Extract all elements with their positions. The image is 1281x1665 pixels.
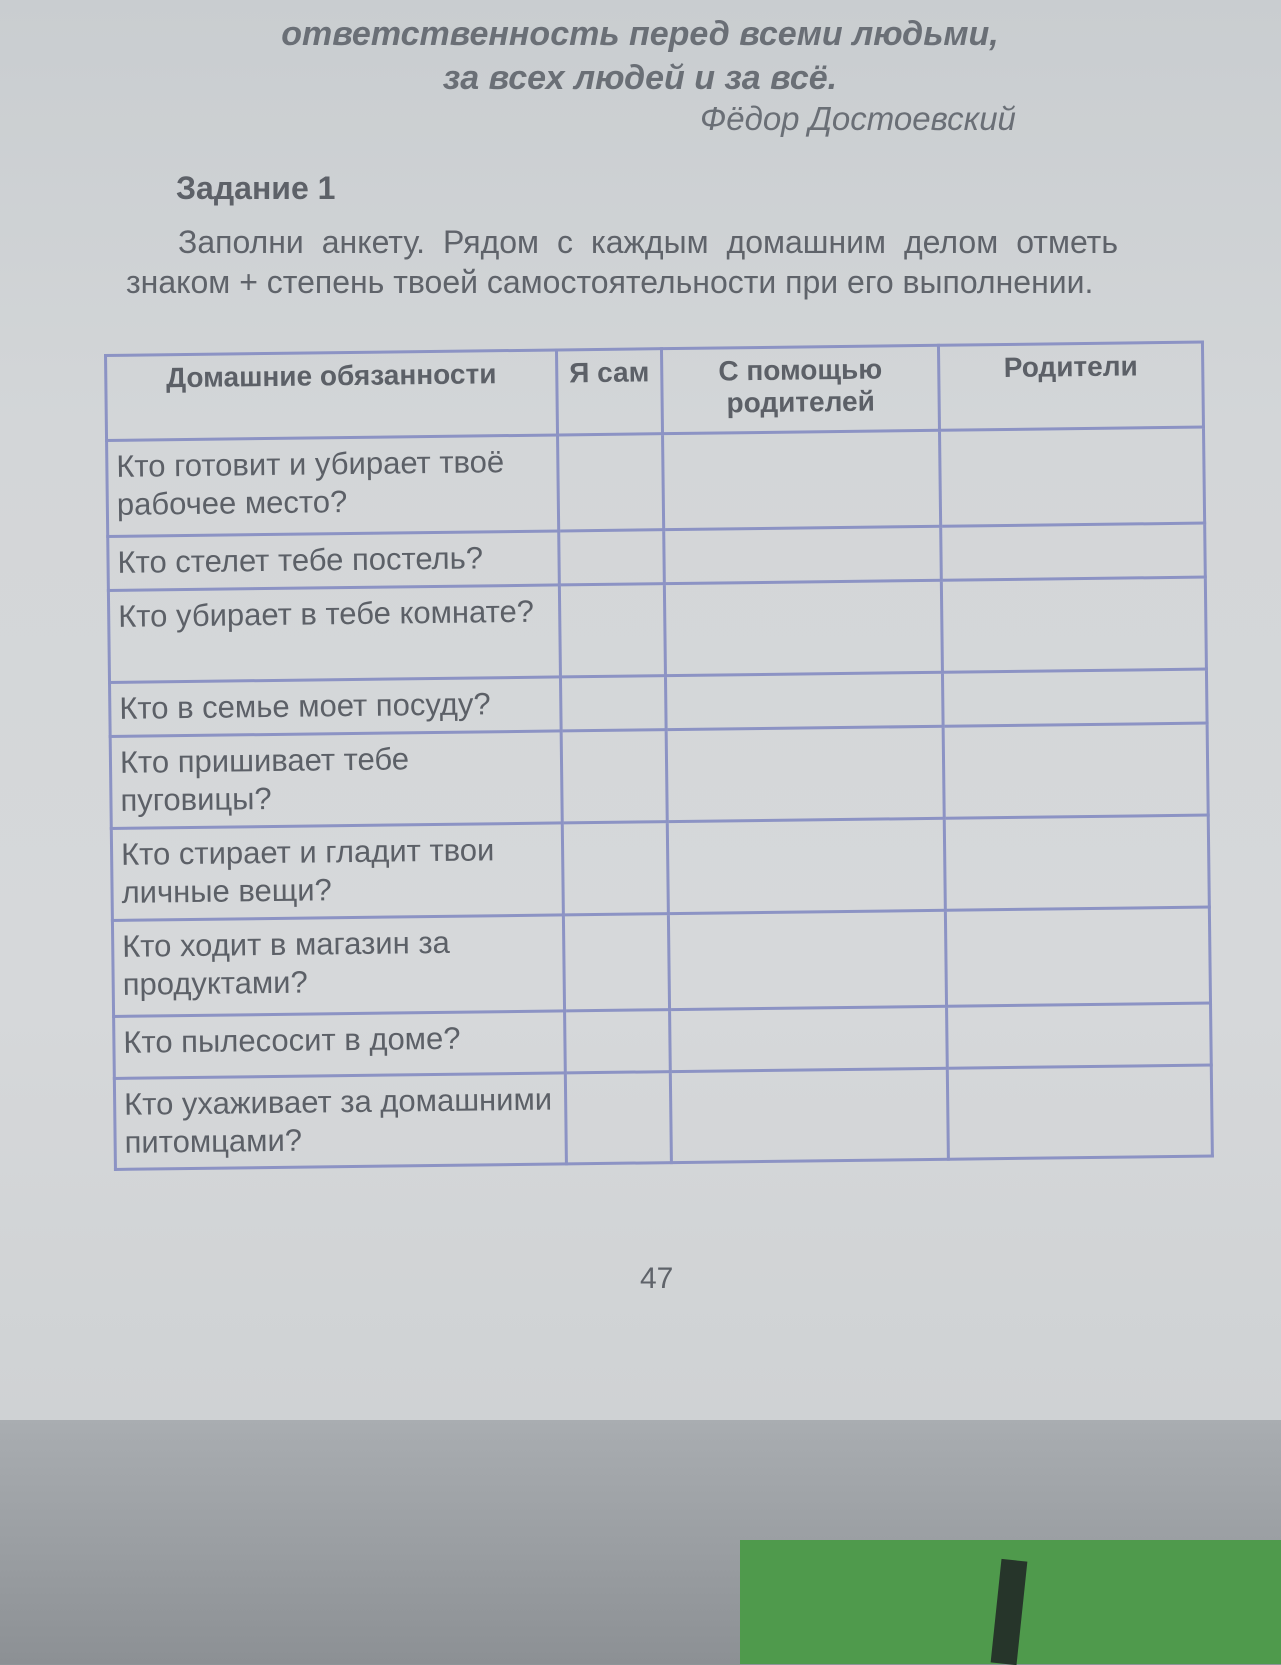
table-row — [112, 907, 1210, 1016]
table-row — [114, 1065, 1212, 1169]
question-cell: Кто пылесосит в доме? — [114, 1011, 566, 1079]
answer-cell-parents[interactable] — [944, 815, 1209, 910]
answer-cell-myself[interactable] — [560, 676, 666, 731]
question-cell: Кто готовит и убирает твоё рабочее место? — [107, 435, 559, 537]
quote-line: ответственность перед всеми людьми, — [281, 15, 999, 53]
table-row — [110, 723, 1208, 828]
answer-cell-parents[interactable] — [939, 427, 1204, 526]
answer-cell-parents[interactable] — [942, 669, 1207, 726]
answer-cell-with-help[interactable] — [668, 910, 946, 1009]
quote-line: за всех людей и за всё. — [442, 59, 838, 97]
answer-cell-myself[interactable] — [559, 584, 665, 677]
answer-cell-myself[interactable] — [561, 730, 667, 823]
header-duties: Домашние обязанности — [106, 350, 558, 441]
epigraph-quote — [200, 12, 1080, 100]
answer-cell-parents[interactable] — [947, 1003, 1212, 1068]
header-parents: Родители — [938, 342, 1203, 430]
answer-cell-parents[interactable] — [941, 577, 1206, 672]
answer-cell-with-help[interactable] — [664, 580, 942, 675]
answer-cell-myself[interactable] — [558, 434, 664, 531]
answer-cell-myself[interactable] — [565, 1072, 671, 1164]
answer-cell-myself[interactable] — [563, 914, 669, 1011]
table-header-row — [106, 342, 1204, 440]
question-cell: Кто в семье моет посуду? — [110, 677, 562, 737]
answer-cell-parents[interactable] — [943, 723, 1208, 818]
question-cell: Кто ухаживает за домашними питомцами? — [114, 1073, 566, 1170]
table-row — [111, 815, 1209, 920]
quote-author: Фёдор Достоевский — [700, 100, 1016, 137]
page-number: 47 — [640, 1262, 674, 1295]
task-instruction: Заполни анкету. Рядом с каждым домашним делом отметь знаком + степень твоей самостоятельности при его выполнении. — [126, 224, 1118, 300]
answer-cell-with-help[interactable] — [667, 818, 945, 913]
answer-cell-parents[interactable] — [945, 907, 1210, 1006]
answer-cell-parents[interactable] — [947, 1065, 1212, 1159]
answer-cell-with-help[interactable] — [670, 1068, 948, 1162]
table-row — [108, 577, 1206, 682]
header-myself: Я сам — [556, 349, 662, 435]
header-with-parents-help: С помощью родителей — [661, 345, 939, 433]
answer-cell-parents[interactable] — [941, 523, 1206, 580]
answer-cell-myself[interactable] — [562, 822, 668, 915]
answer-cell-with-help[interactable] — [665, 672, 943, 729]
answer-cell-with-help[interactable] — [666, 726, 944, 821]
question-cell: Кто пришивает тебе пуговицы? — [110, 731, 562, 829]
question-cell: Кто стелет тебе постель? — [108, 531, 560, 591]
survey-table — [104, 341, 1214, 1171]
answer-cell-with-help[interactable] — [663, 430, 941, 529]
task-title: Задание 1 — [176, 170, 336, 206]
question-cell: Кто ходит в магазин за продуктами? — [112, 915, 564, 1017]
answer-cell-myself[interactable] — [565, 1010, 671, 1073]
question-cell: Кто стирает и гладит твои личные вещи? — [111, 823, 563, 921]
question-cell: Кто убирает в тебе комнате? — [108, 585, 560, 683]
answer-cell-with-help[interactable] — [670, 1006, 948, 1071]
answer-cell-myself[interactable] — [559, 530, 665, 585]
table-row — [107, 427, 1205, 536]
answer-cell-with-help[interactable] — [664, 526, 942, 583]
